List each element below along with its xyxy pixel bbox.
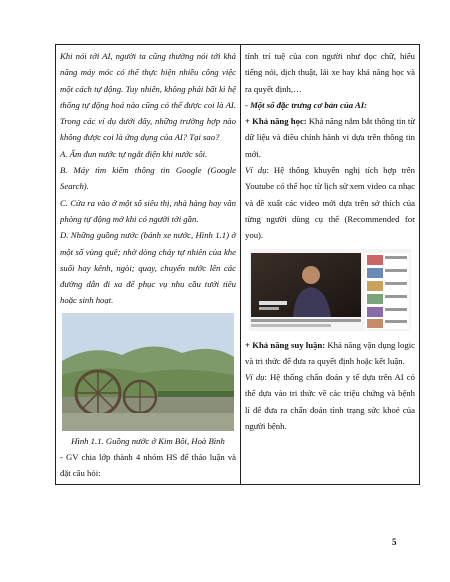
left-column (56, 45, 241, 485)
reasoning-label: + Khả năng suy luận: (245, 339, 326, 350)
youtube-screenshot (249, 249, 411, 331)
option-a: A. Ấm đun nước tự ngắt điện khi nước sôi. (60, 148, 208, 159)
reasoning-text: Khả năng vận dụng logic và tri thức để đưa ra quyết định hoặc kết luận. (245, 339, 416, 366)
example2-label: Ví dụ (245, 372, 265, 383)
lesson-table (55, 44, 420, 485)
teacher-instruction: - GV chia lớp thành 4 nhóm HS để thảo luận và đặt câu hỏi: (60, 452, 236, 479)
learning-text: Khả năng nắm bắt thông tin từ dữ liệu và điều chỉnh hành vi dựa trên thông tin mới. (245, 116, 415, 159)
intro-question: Khi nói tới AI, người ta cũng thường nói tới khả năng máy móc có thể thực hiện nhiều công việc một cách tự động. Tuy nhiên, không phải bất kì hệ thống tự động hoá nào cũng có thể được coi là AI. Trong các ví dụ dưới đây, những trường hợp nào không được coi là ứng dụng của AI? Tại sao? (60, 51, 236, 143)
option-d: D. Những guồng nước (bánh xe nước, Hình 1.1) ở một số vùng quê; nhờ dòng chảy tự nhiên của khe suối hay kênh, ngòi; quay, chuyển nước lên các đường dẫn đi xa để phục vụ nhu cầu tưới tiêu hoặc sinh hoạt. (60, 230, 236, 306)
page-number: 5 (392, 537, 397, 547)
right-column (241, 45, 420, 485)
learning-label: + Khả năng học: (245, 116, 307, 127)
reasoning-ability (245, 337, 415, 370)
learning-example (245, 162, 415, 243)
option-c: C. Cửa ra vào ở một số siêu thị, nhà hàng hay văn phòng tự động mở khi có người tới gần. (60, 197, 236, 224)
example-label: Ví dụ (245, 165, 267, 176)
option-b: B. Máy tìm kiếm thông tin Google (Google Search). (60, 165, 236, 192)
table-row (56, 45, 420, 485)
example-text: : Hệ thống khuyến nghị tích hợp trên Youtube có thể học từ lịch sử xem video ca nhạc và đề xuất các video mới dựa trên sở thích của từng người dùng cụ thể (Recommended for you). (245, 165, 415, 241)
figure-caption: Hình 1.1. Guồng nước ở Kim Bôi, Hoà Bình (71, 435, 225, 446)
learning-ability (245, 113, 415, 162)
waterwheel-photo (62, 313, 234, 431)
waterwheel-image (62, 313, 234, 431)
section-heading: - Một số đặc trưng cơ bản của AI: (245, 99, 368, 110)
example2-text: : Hệ thống chẩn đoán y tế dựa trên AI có thể dựa vào tri thức về các triệu chứng và bệnh lí để đưa ra chẩn đoán tình trạng sức khoẻ của người bệnh. (245, 372, 415, 432)
youtube-image (249, 249, 411, 331)
definition-continuation: tính trí tuệ của con người như đọc chữ, hiểu tiếng nói, dịch thuật, lái xe hay khả năng học và ra quyết định,… (245, 51, 415, 94)
reasoning-example (245, 369, 415, 434)
